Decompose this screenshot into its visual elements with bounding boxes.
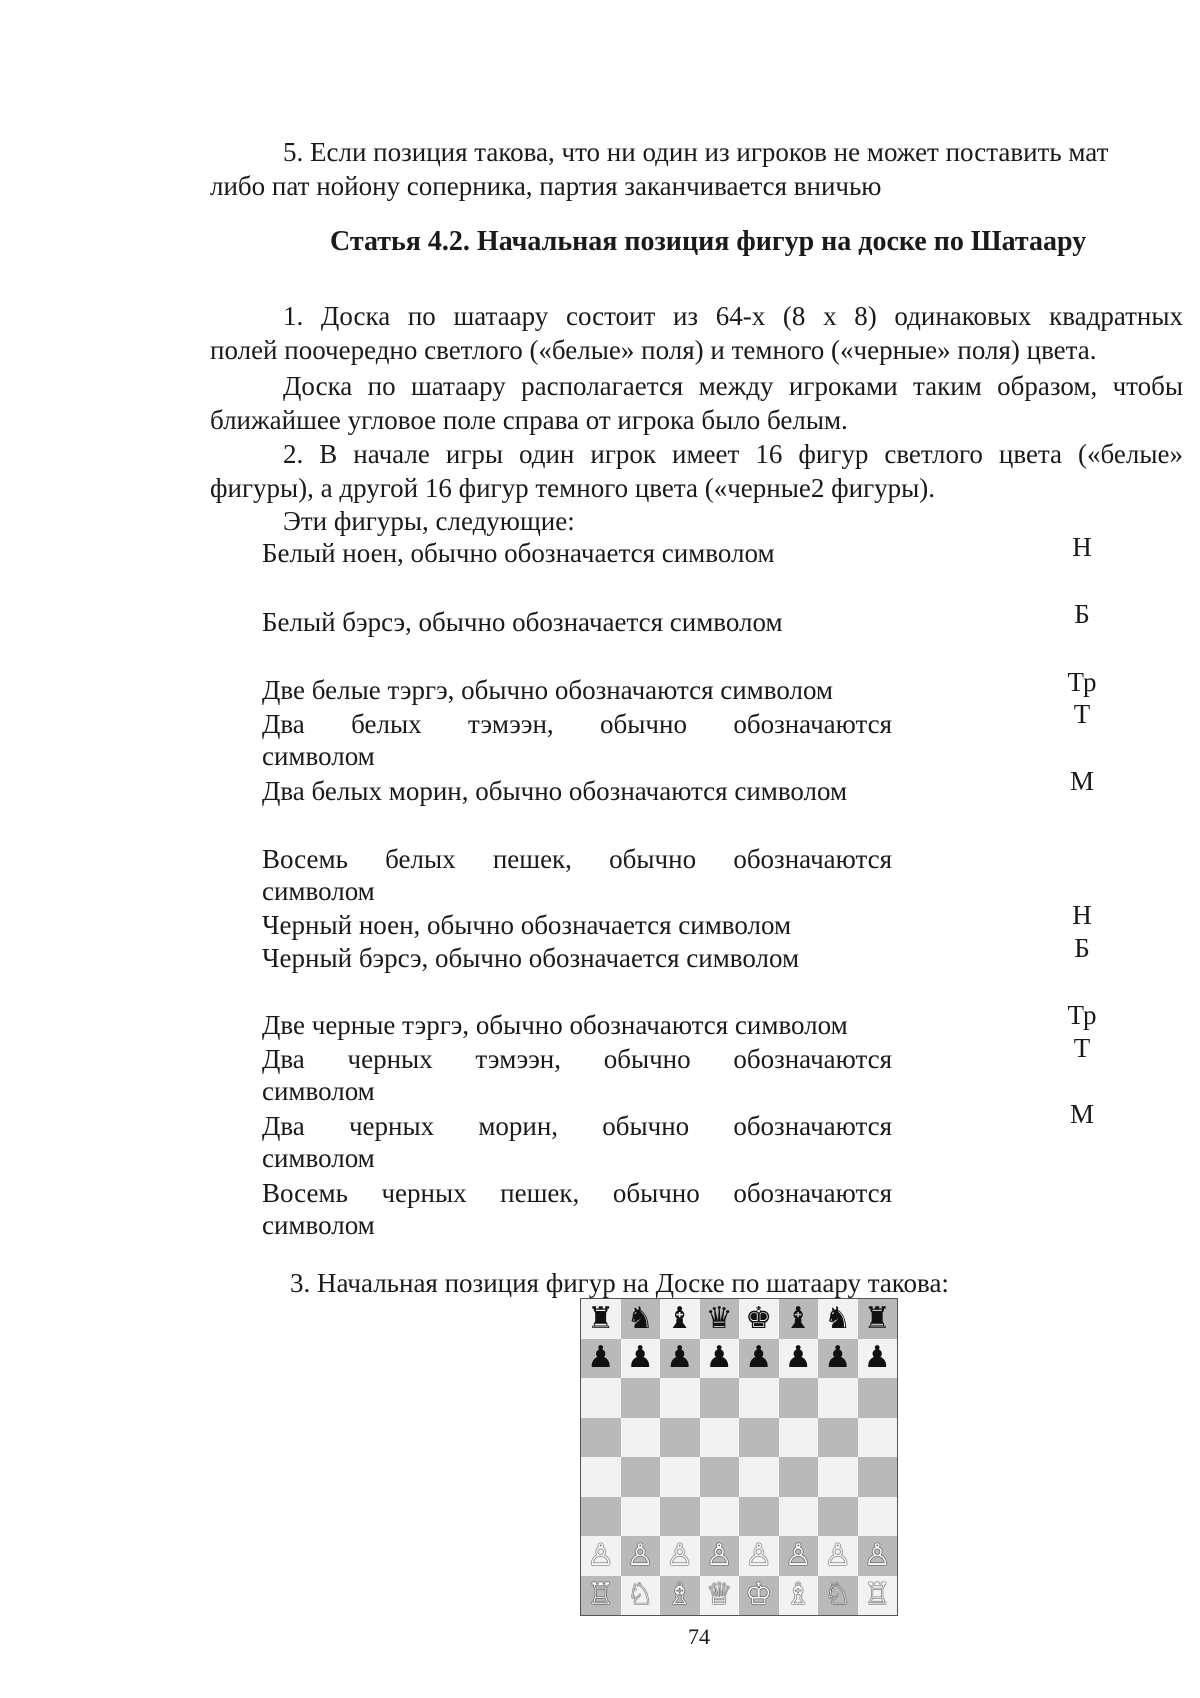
board-square bbox=[779, 1339, 819, 1379]
chess-piece-icon: ♟ bbox=[784, 1340, 812, 1376]
board-square bbox=[621, 1418, 661, 1458]
board-square bbox=[739, 1378, 779, 1418]
piece-item-black-pawns bbox=[262, 1177, 892, 1241]
piece-description: Две белые тэргэ, обычно обозначаются символом bbox=[262, 675, 834, 705]
board-square bbox=[581, 1457, 621, 1497]
chess-piece-icon: ♖ bbox=[587, 1577, 615, 1613]
chess-piece-icon: ♟ bbox=[705, 1340, 733, 1376]
piece-description: Два черных тэмээн, обычно обозначаются bbox=[262, 1044, 892, 1074]
piece-description: Две черные тэргэ, обычно обозначаются символом bbox=[262, 1010, 848, 1040]
piece-item-black-terge bbox=[262, 1009, 892, 1041]
chess-piece-icon: ♟ bbox=[626, 1340, 654, 1376]
paragraph-2-line-1: 2. В начале игры один игрок имеет 16 фигур светлого цвета («белые» bbox=[283, 439, 1183, 469]
piece-item-black-morin bbox=[262, 1110, 892, 1174]
piece-item-white-morin bbox=[262, 775, 892, 807]
board-square bbox=[660, 1497, 700, 1537]
chess-piece-icon: ♘ bbox=[626, 1577, 654, 1613]
board-square bbox=[621, 1576, 661, 1616]
board-square bbox=[818, 1457, 858, 1497]
chess-piece-icon: ♜ bbox=[587, 1300, 615, 1336]
board-square bbox=[581, 1497, 621, 1537]
board-square bbox=[581, 1339, 621, 1379]
board-square bbox=[660, 1576, 700, 1616]
chess-piece-icon: ♟ bbox=[587, 1340, 615, 1376]
paragraph-2-line-2: фигуры), а другой 16 фигур темного цвета («черные2 фигуры). bbox=[210, 473, 936, 503]
board-square bbox=[700, 1378, 740, 1418]
board-square bbox=[739, 1536, 779, 1576]
chess-piece-icon: ♞ bbox=[824, 1300, 852, 1336]
chess-piece-icon: ♙ bbox=[626, 1537, 654, 1573]
board-square bbox=[779, 1378, 819, 1418]
board-square bbox=[739, 1418, 779, 1458]
board-square bbox=[858, 1299, 898, 1339]
piece-description: Два белых морин, обычно обозначаются символом bbox=[262, 776, 848, 806]
board-square bbox=[700, 1299, 740, 1339]
board-square bbox=[621, 1536, 661, 1576]
chess-piece-icon: ♙ bbox=[666, 1537, 694, 1573]
board-square bbox=[621, 1299, 661, 1339]
board-square bbox=[700, 1418, 740, 1458]
board-square bbox=[858, 1339, 898, 1379]
article-heading: Статья 4.2. Начальная позиция фигур на доске по Шатаару bbox=[330, 226, 1087, 257]
chess-piece-icon: ♟ bbox=[824, 1340, 852, 1376]
chess-piece-icon: ♞ bbox=[626, 1300, 654, 1336]
piece-description-continued: символом bbox=[262, 1210, 375, 1240]
board-square bbox=[621, 1457, 661, 1497]
board-square bbox=[818, 1536, 858, 1576]
board-square bbox=[779, 1536, 819, 1576]
piece-symbol: Т bbox=[1073, 699, 1091, 729]
chess-piece-icon: ♚ bbox=[745, 1300, 773, 1336]
board-square bbox=[818, 1378, 858, 1418]
chess-piece-icon: ♙ bbox=[745, 1537, 773, 1573]
chess-piece-icon: ♟ bbox=[745, 1340, 773, 1376]
chess-piece-icon: ♗ bbox=[666, 1577, 694, 1613]
piece-symbol: М bbox=[1069, 1099, 1094, 1129]
board-square bbox=[739, 1576, 779, 1616]
board-square bbox=[779, 1576, 819, 1616]
board-square bbox=[700, 1457, 740, 1497]
board-square bbox=[779, 1457, 819, 1497]
board-square bbox=[858, 1576, 898, 1616]
piece-description: Белый ноен, обычно обозначается символом bbox=[262, 538, 775, 568]
chess-piece-icon: ♘ bbox=[824, 1577, 852, 1613]
chess-piece-icon: ♖ bbox=[863, 1577, 891, 1613]
chess-piece-icon: ♙ bbox=[824, 1537, 852, 1573]
board-square bbox=[581, 1576, 621, 1616]
piece-symbol: Н bbox=[1072, 532, 1092, 562]
board-square bbox=[858, 1418, 898, 1458]
piece-symbol: М bbox=[1069, 766, 1094, 796]
board-square bbox=[621, 1339, 661, 1379]
chess-piece-icon: ♙ bbox=[587, 1537, 615, 1573]
board-square bbox=[818, 1497, 858, 1537]
piece-description: Черный бэрсэ, обычно обозначается символом bbox=[262, 943, 800, 973]
piece-symbol: Б bbox=[1074, 933, 1090, 963]
chess-piece-icon: ♝ bbox=[784, 1300, 812, 1336]
board-square bbox=[858, 1378, 898, 1418]
chess-piece-icon: ♝ bbox=[666, 1300, 694, 1336]
chess-piece-icon: ♕ bbox=[705, 1577, 733, 1613]
board-square bbox=[660, 1378, 700, 1418]
paragraph-1b-line-2: ближайшее угловое поле справа от игрока было белым. bbox=[210, 405, 848, 435]
board-square bbox=[621, 1378, 661, 1418]
board-square bbox=[818, 1299, 858, 1339]
board-square bbox=[700, 1339, 740, 1379]
board-square bbox=[779, 1497, 819, 1537]
chess-piece-icon: ♗ bbox=[784, 1577, 812, 1613]
piece-symbol: Тр bbox=[1067, 667, 1097, 697]
piece-symbol: Тр bbox=[1067, 1000, 1097, 1030]
piece-description: Черный ноен, обычно обозначается символом bbox=[262, 910, 792, 940]
piece-description-continued: символом bbox=[262, 1076, 375, 1106]
piece-item-white-terge bbox=[262, 674, 892, 706]
piece-description: Два белых тэмээн, обычно обозначаются bbox=[262, 709, 892, 739]
piece-item-white-noyon bbox=[262, 537, 892, 569]
board-square bbox=[581, 1418, 621, 1458]
board-square bbox=[581, 1536, 621, 1576]
board-square bbox=[818, 1339, 858, 1379]
piece-description-continued: символом bbox=[262, 876, 375, 906]
piece-symbol: Т bbox=[1073, 1033, 1091, 1063]
piece-description: Белый бэрсэ, обычно обозначается символом bbox=[262, 607, 783, 637]
board-square bbox=[660, 1536, 700, 1576]
board-square bbox=[779, 1299, 819, 1339]
page-number: 74 bbox=[688, 1624, 710, 1649]
board-square bbox=[581, 1378, 621, 1418]
paragraph-3: 3. Начальная позиция фигур на Доске по шатаару такова: bbox=[290, 1268, 949, 1298]
piece-item-black-noyon bbox=[262, 909, 892, 941]
chess-piece-icon: ♟ bbox=[666, 1340, 694, 1376]
paragraph-5-line-2: либо пат нойону соперника, партия заканчивается вничью bbox=[210, 171, 882, 201]
piece-item-black-temeen bbox=[262, 1043, 892, 1107]
board-square bbox=[858, 1457, 898, 1497]
piece-description: Восемь черных пешек, обычно обозначаются bbox=[262, 1178, 892, 1208]
board-square bbox=[700, 1536, 740, 1576]
piece-item-white-pawns bbox=[262, 843, 892, 907]
piece-description: Восемь белых пешек, обычно обозначаются bbox=[262, 844, 892, 874]
paragraph-1-line-1: 1. Доска по шатаару состоит из 64-х (8 х 8) одинаковых квадратных bbox=[283, 301, 1183, 331]
board-square bbox=[739, 1497, 779, 1537]
board-square bbox=[818, 1418, 858, 1458]
piece-symbol: Б bbox=[1074, 599, 1090, 629]
board-square bbox=[621, 1497, 661, 1537]
board-square bbox=[739, 1299, 779, 1339]
chess-piece-icon: ♙ bbox=[705, 1537, 733, 1573]
paragraph-5-line-1: 5. Если позиция такова, что ни один из игроков не может поставить мат bbox=[283, 137, 1109, 167]
chess-piece-icon: ♔ bbox=[745, 1577, 773, 1613]
board-square bbox=[660, 1299, 700, 1339]
paragraph-1-line-2: полей поочередно светлого («белые» поля) и темного («черные» поля) цвета. bbox=[210, 335, 1097, 365]
board-square bbox=[858, 1536, 898, 1576]
chess-piece-icon: ♛ bbox=[705, 1300, 733, 1336]
piece-description-continued: символом bbox=[262, 1143, 375, 1173]
piece-description-continued: символом bbox=[262, 741, 375, 771]
board-square bbox=[660, 1418, 700, 1458]
piece-symbol: Н bbox=[1072, 900, 1092, 930]
chess-piece-icon: ♜ bbox=[863, 1300, 891, 1336]
chess-piece-icon: ♙ bbox=[784, 1537, 812, 1573]
piece-description: Два черных морин, обычно обозначаются bbox=[262, 1111, 892, 1141]
board-square bbox=[581, 1299, 621, 1339]
chess-piece-icon: ♙ bbox=[863, 1537, 891, 1573]
board-square bbox=[660, 1457, 700, 1497]
board-square bbox=[858, 1497, 898, 1537]
board-square bbox=[779, 1418, 819, 1458]
piece-item-white-temeen bbox=[262, 708, 892, 772]
paragraph-2-line-3: Эти фигуры, следующие: bbox=[283, 506, 575, 536]
piece-item-white-berse bbox=[262, 606, 892, 638]
paragraph-1b-line-1: Доска по шатаару располагается между игроками таким образом, чтобы bbox=[283, 371, 1183, 401]
board-square bbox=[660, 1339, 700, 1379]
board-square bbox=[818, 1576, 858, 1616]
chess-piece-icon: ♟ bbox=[863, 1340, 891, 1376]
piece-item-black-berse bbox=[262, 942, 892, 974]
board-square bbox=[739, 1457, 779, 1497]
board-square bbox=[739, 1339, 779, 1379]
board-square bbox=[700, 1576, 740, 1616]
chess-board bbox=[580, 1298, 898, 1616]
board-square bbox=[700, 1497, 740, 1537]
